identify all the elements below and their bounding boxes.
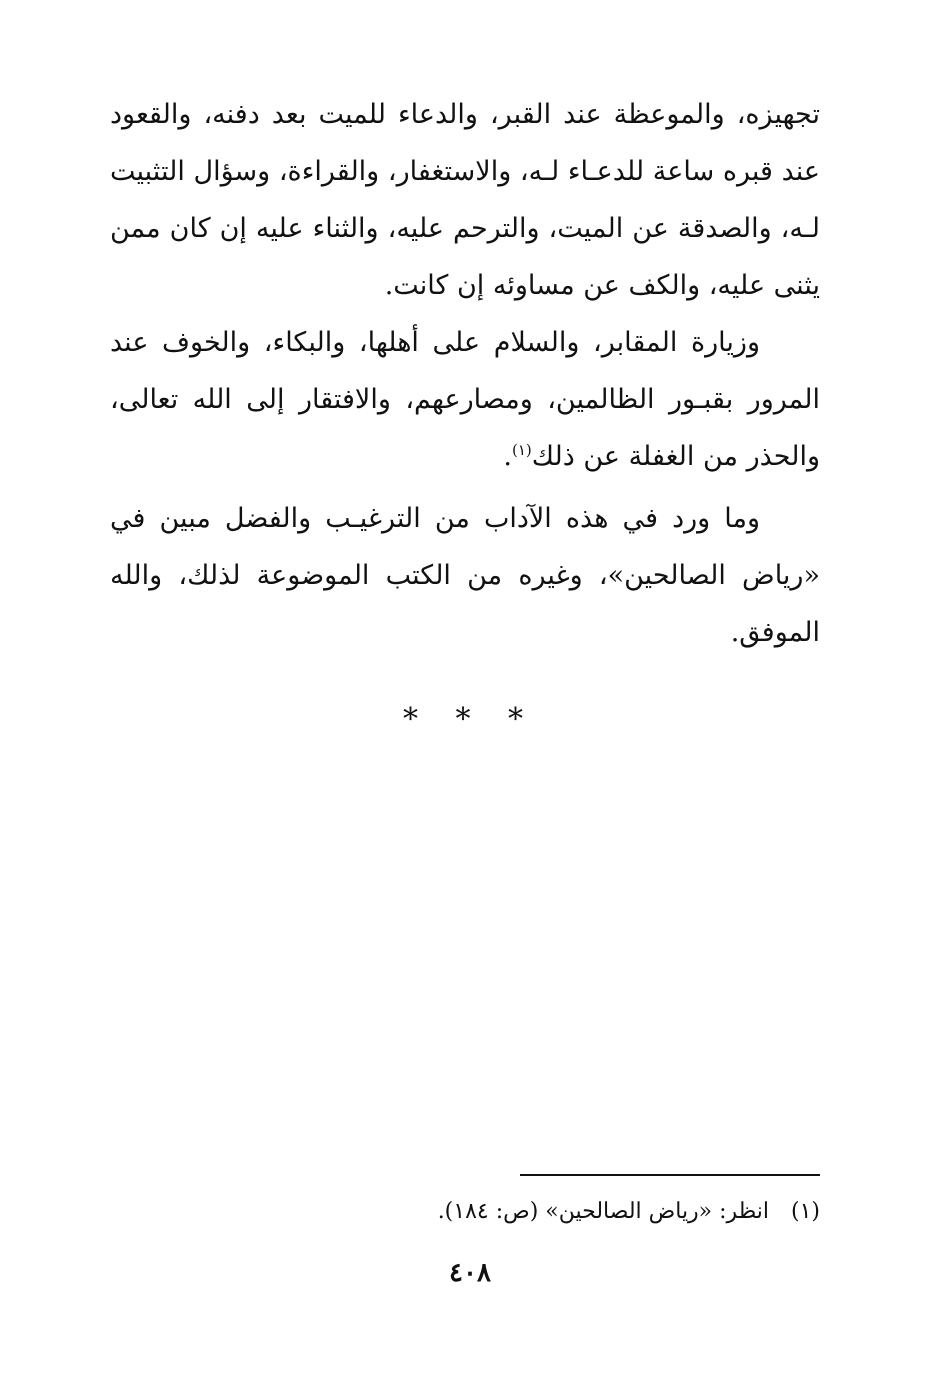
paragraph-3 [110, 490, 820, 661]
paragraph-2-end: . [503, 441, 512, 472]
paragraph-2-body [110, 314, 820, 485]
paragraph-1-text: تجهيزه، والموعظة عند القبر، والدعاء للميت بعد دفنه، والقعود عند قبره ساعة للدعـاء لـه، والاستغفار، والقراءة، وسؤال التثبيت لـه، والصدقة عن الميت، والترحم عليه، والثناء عليه إن كان ممن يثنى عليه، والكف عن مساوئه إن كانت. [110, 99, 820, 301]
footnote [110, 1194, 820, 1230]
paragraph-2-text: وزيارة المقابر، والسلام على أهلها، والبكاء، والخوف عند المرور بقبـور الظالمين، ومصارعهم، والافتقار إلى الله تعالى، والحذر من الغفلة عن ذلك [110, 327, 820, 472]
paragraph-3-text: وما ورد في هذه الآداب من الترغيـب والفضل مبين في «رياض الصالحين»، وغيره من الكتب الموضوعة لذلك، والله الموفق. [110, 503, 820, 648]
page-number: ٤٠٨ [449, 1258, 491, 1288]
paragraph-1 [110, 86, 820, 314]
footnote-number: (١) [790, 1199, 820, 1224]
footnote-reference[interactable]: (١) [511, 441, 532, 459]
footnote-text: انظر: «رياض الصالحين» (ص: ١٨٤). [437, 1199, 769, 1224]
paragraph-2 [110, 314, 820, 485]
footnote-divider [520, 1174, 820, 1176]
section-separator: * * * [402, 702, 538, 737]
